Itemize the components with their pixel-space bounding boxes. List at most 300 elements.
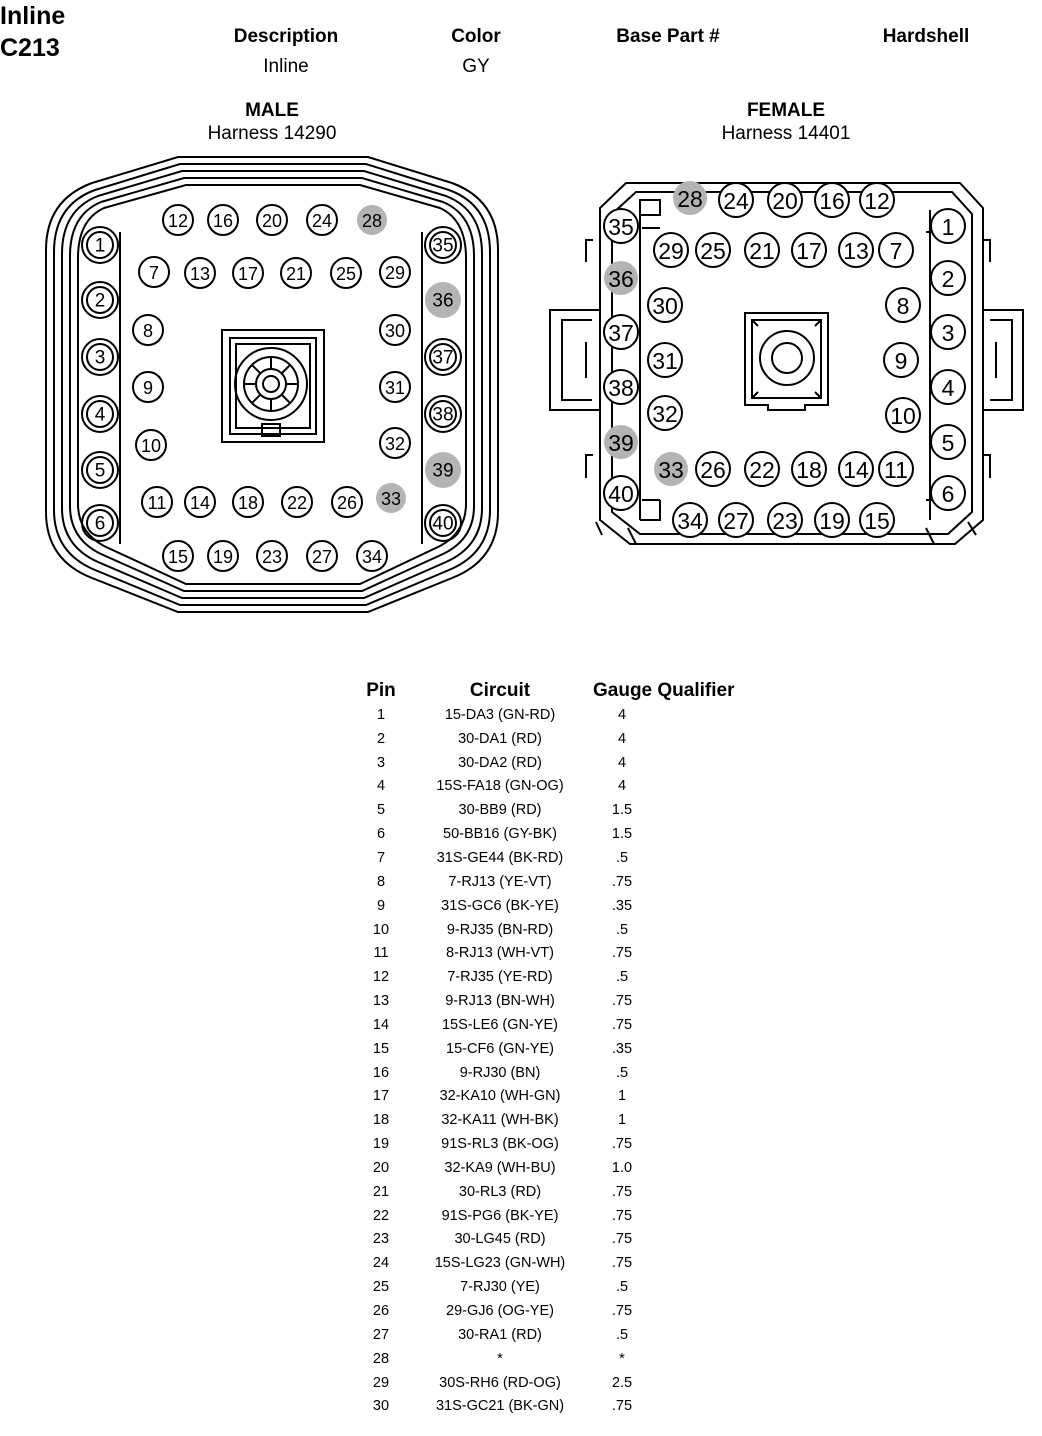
pin-cell: 26 (372, 1303, 390, 1320)
table-row (355, 1371, 763, 1395)
female-pin-39 (604, 425, 638, 459)
gauge-cell-value: .35 (611, 897, 633, 914)
pin-cell: 25 (372, 1279, 390, 1296)
circuit-cell: 30-RA1 (RD) (458, 1326, 542, 1343)
table-row (355, 822, 763, 846)
gauge-cell (593, 727, 763, 751)
description-label: Description (233, 26, 339, 47)
svg-text:33: 33 (658, 457, 684, 483)
pin-cell: 15 (372, 1040, 390, 1057)
table-row (355, 1299, 763, 1323)
female-pin-23 (768, 503, 802, 537)
table-row (355, 989, 763, 1013)
pin-column-header: Pin (366, 680, 396, 701)
pin-cell: 3 (376, 754, 386, 771)
svg-text:38: 38 (432, 404, 454, 426)
gauge-cell-value: 4 (617, 730, 627, 747)
color-label: Color (451, 26, 501, 47)
table-row (355, 1323, 763, 1347)
gauge-cell (593, 1394, 763, 1418)
svg-text:39: 39 (608, 430, 634, 456)
table-row (355, 1156, 763, 1180)
table-row (355, 1251, 763, 1275)
svg-text:25: 25 (335, 264, 357, 284)
svg-text:33: 33 (380, 489, 402, 509)
male-pin-13 (185, 258, 215, 288)
gauge-cell-value: 2.5 (611, 1374, 633, 1391)
female-pin-19 (815, 503, 849, 537)
svg-text:13: 13 (843, 238, 869, 264)
gauge-cell-value: .75 (611, 1303, 633, 1320)
svg-text:5: 5 (94, 460, 106, 482)
gauge-cell-value: .75 (611, 1207, 633, 1224)
female-pin-5 (931, 425, 965, 459)
female-pin-8 (886, 288, 920, 322)
gauge-cell-value: 1.5 (611, 802, 633, 819)
gauge-cell-value: 4 (617, 706, 627, 723)
female-pin-9 (884, 343, 918, 377)
female-pin-28 (673, 181, 707, 215)
male-pin-18 (233, 487, 263, 517)
table-row (355, 846, 763, 870)
male-pin-26 (332, 487, 362, 517)
gauge-cell (593, 1347, 763, 1371)
gauge-cell-value: .5 (615, 849, 629, 866)
svg-text:18: 18 (796, 457, 822, 483)
male-pin-23 (257, 541, 287, 571)
svg-text:22: 22 (286, 493, 308, 513)
male-pin-36 (425, 282, 461, 318)
female-pin-16 (815, 183, 849, 217)
female-pin-40 (604, 476, 638, 510)
female-pin-18 (792, 452, 826, 486)
pin-cell: 30 (372, 1398, 390, 1415)
circuit-cell: 9-RJ30 (BN) (459, 1064, 541, 1081)
svg-text:27: 27 (723, 508, 749, 534)
pin-cell: 19 (372, 1136, 390, 1153)
male-pin-8 (133, 315, 163, 345)
svg-text:31: 31 (652, 348, 678, 374)
male-pin-40 (425, 505, 461, 541)
male-pin-12 (163, 205, 193, 235)
male-pin-9 (133, 372, 163, 402)
male-pin-4 (82, 396, 118, 432)
male-pin-31 (380, 372, 410, 402)
circuit-cell: 30-RL3 (RD) (458, 1183, 542, 1200)
svg-text:6: 6 (94, 513, 106, 535)
circuit-cell: 7-RJ30 (YE) (460, 1279, 540, 1296)
pin-cell: 10 (372, 921, 390, 938)
svg-text:31: 31 (384, 378, 406, 398)
circuit-cell: 91S-RL3 (BK-OG) (441, 1136, 559, 1153)
gauge-cell (593, 894, 763, 918)
table-row (355, 1204, 763, 1228)
pin-cell: 7 (376, 849, 386, 866)
svg-text:11: 11 (884, 457, 908, 483)
svg-text:2: 2 (941, 266, 955, 292)
table-row (355, 1180, 763, 1204)
gauge-cell-value: .75 (611, 1398, 633, 1415)
svg-text:19: 19 (819, 508, 845, 534)
gauge-cell (593, 703, 763, 727)
male-title: MALE (245, 100, 299, 121)
female-pin-32 (648, 396, 682, 430)
gauge-cell (593, 751, 763, 775)
gauge-cell-value: 1.0 (611, 1159, 633, 1176)
gauge-cell (593, 1061, 763, 1085)
svg-text:37: 37 (608, 320, 634, 346)
female-pin-31 (648, 343, 682, 377)
svg-text:23: 23 (261, 547, 283, 567)
hardshell-label: Hardshell (882, 26, 970, 47)
male-pin-34 (357, 541, 387, 571)
female-pin-22 (745, 452, 779, 486)
table-row (355, 1132, 763, 1156)
gauge-cell (593, 1275, 763, 1299)
gauge-cell-value: .5 (615, 1064, 629, 1081)
svg-text:28: 28 (677, 186, 703, 212)
svg-text:26: 26 (700, 457, 726, 483)
male-harness: Harness 14290 (207, 123, 337, 144)
table-row (355, 775, 763, 799)
table-row (355, 1085, 763, 1109)
gauge-cell-value: .75 (611, 1136, 633, 1153)
male-pin-7 (139, 257, 169, 287)
table-row (355, 1108, 763, 1132)
male-pin-24 (307, 205, 337, 235)
table-row (355, 798, 763, 822)
male-pin-32 (380, 428, 410, 458)
gauge-cell (593, 1108, 763, 1132)
svg-text:24: 24 (723, 188, 749, 214)
gauge-cell-value: .75 (611, 1231, 633, 1248)
female-pin-3 (931, 315, 965, 349)
gauge-cell (593, 1299, 763, 1323)
pin-cell: 28 (372, 1350, 390, 1367)
pin-cell: 2 (376, 730, 386, 747)
gauge-cell-value: .75 (611, 993, 633, 1010)
female-pin-33 (654, 452, 688, 486)
gauge-cell (593, 1013, 763, 1037)
svg-text:37: 37 (432, 347, 454, 369)
gauge-cell (593, 918, 763, 942)
female-harness: Harness 14401 (721, 123, 851, 144)
svg-text:12: 12 (864, 188, 890, 214)
svg-text:35: 35 (608, 214, 634, 240)
female-pin-35 (604, 209, 638, 243)
male-pin-15 (163, 541, 193, 571)
svg-text:14: 14 (843, 457, 869, 483)
pin-cell: 24 (372, 1255, 390, 1272)
circuit-cell: 15-CF6 (GN-YE) (446, 1040, 554, 1057)
gauge-cell-value: 1 (617, 1088, 627, 1105)
gauge-cell-value: .75 (611, 1255, 633, 1272)
pin-cell: 17 (372, 1088, 390, 1105)
svg-text:14: 14 (189, 493, 211, 513)
connector-type: Inline (0, 2, 66, 30)
circuit-cell: 31S-GE44 (BK-RD) (436, 849, 564, 866)
pin-cell: 20 (372, 1159, 390, 1176)
table-row (355, 1013, 763, 1037)
svg-text:1: 1 (941, 214, 955, 240)
gauge-column-header: Gauge Qualifier (593, 680, 735, 701)
circuit-cell: 30-BB9 (RD) (458, 802, 542, 819)
color-value: GY (462, 56, 490, 77)
pin-cell: 1 (376, 706, 386, 723)
circuit-cell: * (497, 1350, 503, 1367)
pin-cell: 21 (372, 1183, 390, 1200)
gauge-cell (593, 1156, 763, 1180)
gauge-cell-value: * (619, 1350, 625, 1367)
pin-cell: 6 (376, 826, 386, 843)
gauge-cell-value: 1.5 (611, 826, 633, 843)
circuit-cell: 50-BB16 (GY-BK) (443, 826, 557, 843)
male-pin-5 (82, 452, 118, 488)
svg-text:39: 39 (432, 460, 454, 482)
svg-text:30: 30 (384, 321, 406, 341)
circuit-cell: 29-GJ6 (OG-YE) (446, 1303, 554, 1320)
circuit-column-header: Circuit (469, 680, 531, 701)
svg-text:8: 8 (142, 321, 154, 341)
svg-text:10: 10 (890, 403, 916, 429)
pin-cell: 13 (372, 993, 390, 1010)
male-pin-22 (282, 487, 312, 517)
pin-cell: 16 (372, 1064, 390, 1081)
female-pin-10 (886, 398, 920, 432)
circuit-cell: 30S-RH6 (RD-OG) (439, 1374, 561, 1391)
female-pin-2 (931, 261, 965, 295)
female-pin-25 (696, 233, 730, 267)
female-pin-30 (648, 288, 682, 322)
table-row (355, 965, 763, 989)
female-pin-36 (604, 261, 638, 295)
svg-text:18: 18 (237, 493, 259, 513)
pin-cell: 14 (372, 1016, 390, 1033)
svg-text:34: 34 (361, 547, 383, 567)
svg-text:1: 1 (94, 235, 106, 257)
gauge-cell (593, 775, 763, 799)
gauge-cell (593, 1037, 763, 1061)
svg-text:21: 21 (285, 264, 307, 284)
table-row (355, 1394, 763, 1418)
male-pin-30 (380, 315, 410, 345)
svg-text:40: 40 (432, 513, 454, 535)
gauge-cell (593, 1180, 763, 1204)
svg-text:13: 13 (189, 264, 211, 284)
svg-text:2: 2 (94, 290, 106, 312)
female-pin-4 (931, 370, 965, 404)
svg-text:24: 24 (311, 211, 333, 231)
pin-cell: 8 (376, 873, 386, 890)
female-pin-17 (792, 233, 826, 267)
female-title: FEMALE (746, 100, 826, 121)
gauge-cell (593, 1132, 763, 1156)
circuit-cell: 30-DA2 (RD) (458, 754, 542, 771)
gauge-cell-value: .75 (611, 1016, 633, 1033)
gauge-cell-value: .5 (615, 1326, 629, 1343)
table-header-row (355, 679, 763, 703)
circuit-cell: 32-KA9 (WH-BU) (444, 1159, 556, 1176)
svg-text:35: 35 (432, 235, 454, 257)
circuit-cell: 15S-LE6 (GN-YE) (441, 1016, 559, 1033)
gauge-cell-value: .35 (611, 1040, 633, 1057)
gauge-cell (593, 1251, 763, 1275)
pin-cell: 27 (372, 1326, 390, 1343)
circuit-cell: 8-RJ13 (WH-VT) (446, 945, 554, 962)
gauge-cell-value: .5 (615, 1279, 629, 1296)
female-pin-26 (696, 452, 730, 486)
male-pin-21 (281, 258, 311, 288)
svg-text:30: 30 (652, 293, 678, 319)
circuit-cell: 91S-PG6 (BK-YE) (441, 1207, 559, 1224)
gauge-cell (593, 822, 763, 846)
pin-cell: 11 (373, 945, 389, 962)
table-row (355, 870, 763, 894)
base-part-label: Base Part # (616, 26, 720, 47)
svg-text:29: 29 (384, 263, 406, 283)
circuit-cell: 32-KA10 (WH-GN) (439, 1088, 561, 1105)
male-pin-38 (425, 396, 461, 432)
female-pin-29 (654, 233, 688, 267)
connector-diagrams (0, 0, 1042, 660)
pin-cell: 22 (372, 1207, 390, 1224)
female-pin-13 (839, 233, 873, 267)
svg-text:8: 8 (896, 293, 910, 319)
gauge-cell-value: .75 (611, 873, 633, 890)
female-pin-6 (931, 476, 965, 510)
svg-text:3: 3 (94, 347, 106, 369)
gauge-cell-value: 4 (617, 778, 627, 795)
gauge-cell-value: .5 (615, 969, 629, 986)
gauge-cell (593, 870, 763, 894)
female-pin-1 (931, 209, 965, 243)
male-pin-3 (82, 339, 118, 375)
svg-text:36: 36 (432, 290, 454, 312)
gauge-cell (593, 989, 763, 1013)
pin-cell: 5 (376, 802, 386, 819)
svg-text:7: 7 (889, 238, 903, 264)
male-pin-2 (82, 282, 118, 318)
gauge-cell (593, 1204, 763, 1228)
male-pin-39 (425, 452, 461, 488)
table-row (355, 1061, 763, 1085)
female-pin-24 (719, 183, 753, 217)
svg-text:26: 26 (336, 493, 358, 513)
description-value: Inline (263, 56, 309, 77)
male-pin-10 (136, 430, 166, 460)
circuit-cell: 31S-GC21 (BK-GN) (435, 1398, 565, 1415)
female-pin-12 (860, 183, 894, 217)
svg-text:22: 22 (749, 457, 775, 483)
svg-text:16: 16 (819, 188, 845, 214)
gauge-cell (593, 941, 763, 965)
svg-text:4: 4 (941, 375, 955, 401)
circuit-cell: 15S-FA18 (GN-OG) (436, 778, 564, 795)
female-pin-7 (879, 233, 913, 267)
gauge-cell (593, 965, 763, 989)
svg-text:34: 34 (677, 508, 703, 534)
svg-text:28: 28 (361, 211, 383, 231)
male-pin-27 (307, 541, 337, 571)
table-row (355, 703, 763, 727)
male-pin-11 (142, 487, 172, 517)
gauge-cell-value: 1 (617, 1112, 627, 1129)
table-row (355, 941, 763, 965)
male-pin-1 (82, 227, 118, 263)
pin-cell: 29 (372, 1374, 390, 1391)
female-pin-11 (879, 452, 913, 486)
svg-text:6: 6 (941, 481, 955, 507)
svg-text:9: 9 (894, 348, 908, 374)
svg-text:32: 32 (652, 401, 678, 427)
male-pin-14 (185, 487, 215, 517)
male-pin-17 (233, 258, 263, 288)
pin-circuit-table (355, 679, 763, 1418)
svg-text:12: 12 (167, 211, 189, 231)
male-pin-20 (257, 205, 287, 235)
female-pin-20 (768, 183, 802, 217)
svg-text:15: 15 (864, 508, 890, 534)
circuit-cell: 32-KA11 (WH-BK) (441, 1112, 559, 1129)
svg-text:27: 27 (311, 547, 333, 567)
table-row (355, 1228, 763, 1252)
svg-text:20: 20 (772, 188, 798, 214)
circuit-cell: 31S-GC6 (BK-YE) (441, 897, 559, 914)
male-pin-33 (376, 483, 406, 513)
table-row (355, 918, 763, 942)
circuit-cell: 15-DA3 (GN-RD) (444, 706, 556, 723)
svg-text:4: 4 (94, 404, 106, 426)
svg-text:19: 19 (212, 547, 234, 567)
gauge-cell (593, 798, 763, 822)
female-pin-37 (604, 315, 638, 349)
svg-text:36: 36 (608, 266, 634, 292)
male-pin-37 (425, 339, 461, 375)
svg-text:17: 17 (237, 264, 259, 284)
circuit-cell: 9-RJ35 (BN-RD) (446, 921, 554, 938)
table-row (355, 1347, 763, 1371)
svg-text:9: 9 (142, 378, 154, 398)
svg-text:17: 17 (796, 238, 822, 264)
table-row (355, 1037, 763, 1061)
svg-text:15: 15 (167, 547, 189, 567)
male-pin-35 (425, 227, 461, 263)
svg-text:5: 5 (941, 430, 955, 456)
svg-text:40: 40 (608, 481, 634, 507)
male-pin-29 (380, 257, 410, 287)
pin-cell: 9 (376, 897, 386, 914)
svg-text:25: 25 (700, 238, 726, 264)
svg-text:11: 11 (147, 493, 167, 513)
female-pin-21 (745, 233, 779, 267)
svg-text:20: 20 (261, 211, 283, 231)
female-pin-15 (860, 503, 894, 537)
circuit-cell: 30-LG45 (RD) (454, 1231, 546, 1248)
gauge-cell (593, 1085, 763, 1109)
svg-text:7: 7 (148, 263, 160, 283)
table-row (355, 1275, 763, 1299)
gauge-cell (593, 1228, 763, 1252)
gauge-cell-value: .75 (611, 945, 633, 962)
svg-text:29: 29 (658, 238, 684, 264)
male-pin-16 (208, 205, 238, 235)
circuit-cell: 9-RJ13 (BN-WH) (445, 993, 555, 1010)
svg-text:23: 23 (772, 508, 798, 534)
female-pin-14 (839, 452, 873, 486)
pin-cell: 4 (376, 778, 386, 795)
table-row (355, 751, 763, 775)
female-pin-38 (604, 370, 638, 404)
